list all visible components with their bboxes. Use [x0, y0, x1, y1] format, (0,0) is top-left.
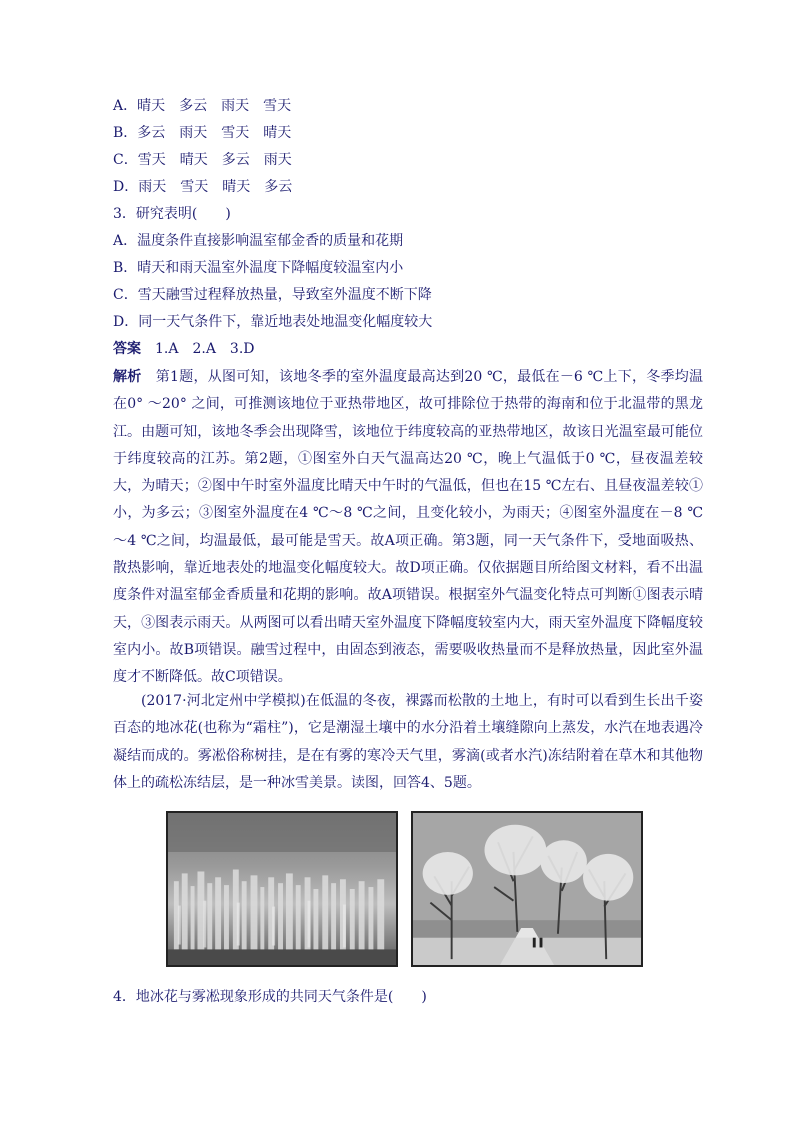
answer-label: 答案 [113, 341, 141, 357]
option-letter: A． [113, 98, 138, 114]
q2-option-d [113, 178, 703, 196]
option-text: 雨天 雪天 晴天 多云 [138, 179, 293, 195]
analysis-paragraph [113, 364, 703, 692]
answer-line [113, 340, 703, 358]
option-letter: C． [113, 152, 138, 168]
q2-option-c [113, 151, 703, 169]
option-text: 多云 雨天 雪天 晴天 [137, 125, 292, 141]
q3-option-a: A．温度条件直接影响温室郁金香的质量和花期 [113, 233, 404, 249]
option-letter: B． [113, 125, 138, 141]
material-paragraph [113, 688, 703, 797]
material-text: (2017·河北定州中学模拟)在低温的冬夜，裸露而松散的土地上，有时可以看到生长出千姿百态的地冰花(也称为“霜柱”)，它是潮湿土壤中的水分沿着土壤缝隙向上蒸发，水汽在地表遇冷凝结而成的。雾凇俗称树挂，是在有雾的寒冷天气里，雾滴(或者水汽)冻结附着在草木和其他物体上的疏松冻结层，是一种冰雪美景。读图，回答4、5题。 [113, 693, 703, 791]
q3-stem: 3．研究表明( ) [113, 206, 231, 222]
q3-option-c: C．雪天融雪过程释放热量，导致室外温度不断下降 [113, 287, 432, 303]
option-letter: D． [113, 179, 139, 195]
answer-text: 1.A 2.A 3.D [155, 341, 255, 357]
q2-option-a [113, 97, 703, 115]
analysis-text: 第1题，从图可知，该地冬季的室外温度最高达到20 ℃，最低在－6 ℃上下，冬季均温在0° ～20° 之间，可推测该地位于亚热带地区，故可排除位于热带的海南和位于北温带的黑龙江。由题可知，该地冬季会出现降雪，该地位于纬度较高的亚热带地区，故该日光温室最可能位于纬度较高的江苏。第2题，①图室外白天气温高达20 ℃，晚上气温低于0 ℃，昼夜温差较大，为晴天；②图中午时室外温度比晴天中午时的气温低，但也在15 ℃左右、且昼夜温差较①小，为多云；③图室外温度在4 ℃～8 ℃之间，且变化较小，为雨天；④图室外温度在－8 ℃～4 ℃之间，均温最低，最可能是雪天。故A项正确。第3题，同一天气条件下，受地面吸热、散热影响，靠近地表处的地温变化幅度较大。故D项正确。仅依据题目所给图文材料，看不出温度条件对温室郁金香质量和花期的影响。故A项错误。根据室外气温变化特点可判断①图表示晴天，③图表示雨天。从两图可以看出晴天室外温度下降幅度较室内大，雨天室外温度下降幅度较室内小。故B项错误。融雪过程中，由固态到液态，需要吸收热量而不是释放热量，因此室外温度才不断降低。故C项错误。 [113, 369, 704, 686]
frost-flower-photo [166, 811, 398, 967]
q4-stem: 4．地冰花与雾凇现象形成的共同天气条件是( ) [113, 989, 427, 1005]
option-text: 晴天 多云 雨天 雪天 [137, 98, 292, 114]
rime-trees-photo [411, 811, 643, 967]
q3-option-b: B．晴天和雨天温室外温度下降幅度较温室内小 [113, 260, 404, 276]
q2-option-b [113, 124, 703, 142]
option-text: 雪天 晴天 多云 雨天 [137, 152, 292, 168]
analysis-label: 解析 [113, 369, 142, 385]
q3-option-d: D．同一天气条件下，靠近地表处地温变化幅度较大 [113, 314, 433, 330]
